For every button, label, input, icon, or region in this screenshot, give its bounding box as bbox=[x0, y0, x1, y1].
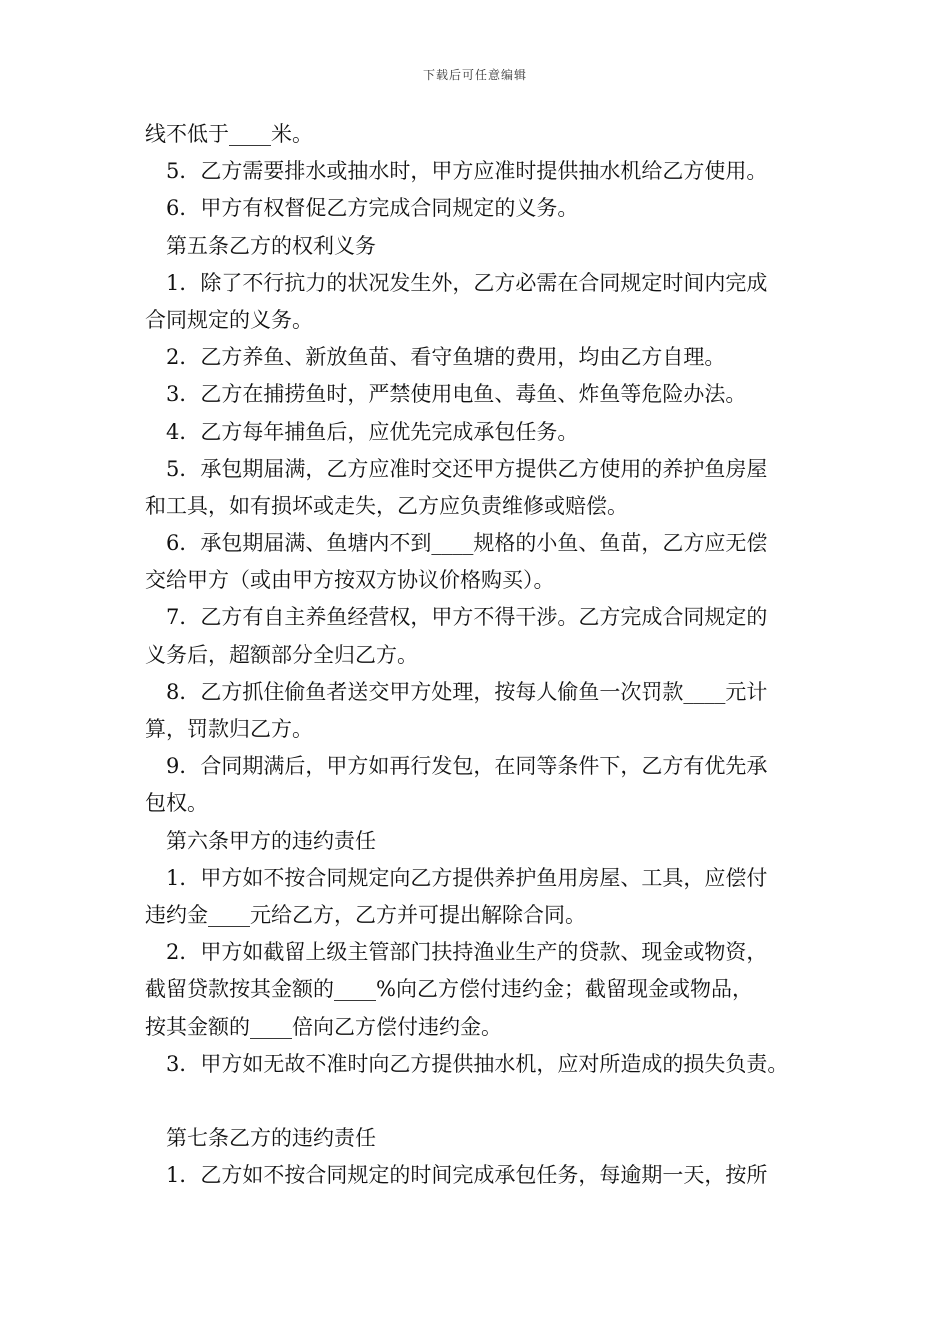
document-line: 6．承包期届满、鱼塘内不到____规格的小鱼、鱼苗，乙方应无偿 bbox=[166, 531, 768, 556]
document-line: 2．乙方养鱼、新放鱼苗、看守鱼塘的费用，均由乙方自理。 bbox=[166, 345, 726, 370]
page-header: 下载后可任意编辑 bbox=[422, 68, 527, 82]
document-line: 9．合同期满后，甲方如再行发包，在同等条件下，乙方有优先承 bbox=[166, 754, 768, 779]
document-line: 线不低于____米。 bbox=[145, 122, 313, 146]
document-line: 交给甲方（或由甲方按双方协议价格购买）。 bbox=[145, 568, 555, 593]
document-line: 8．乙方抓住偷鱼者送交甲方处理，按每人偷鱼一次罚款____元计 bbox=[166, 679, 768, 704]
document-line: 7．乙方有自主养鱼经营权，甲方不得干涉。乙方完成合同规定的 bbox=[166, 605, 768, 630]
document-line: 6．甲方有权督促乙方完成合同规定的义务。 bbox=[166, 196, 579, 221]
document-body bbox=[145, 116, 825, 1194]
document-line: 合同规定的义务。 bbox=[145, 307, 313, 332]
document-line: 违约金____元给乙方，乙方并可提出解除合同。 bbox=[145, 902, 586, 927]
document-line: 第六条甲方的违约责任 bbox=[166, 828, 376, 853]
document-line: 包权。 bbox=[145, 791, 208, 816]
document-line: 义务后，超额部分全归乙方。 bbox=[145, 642, 418, 667]
document-line: 3．乙方在捕捞鱼时，严禁使用电鱼、毒鱼、炸鱼等危险办法。 bbox=[166, 382, 747, 407]
document-line: 2．甲方如截留上级主管部门扶持渔业生产的贷款、现金或物资， bbox=[166, 940, 768, 965]
document-line: 3．甲方如无故不准时向乙方提供抽水机，应对所造成的损失负责。 bbox=[166, 1051, 789, 1076]
document-line: 5．乙方需要排水或抽水时，甲方应准时提供抽水机给乙方使用。 bbox=[166, 159, 768, 184]
document-line: 4．乙方每年捕鱼后，应优先完成承包任务。 bbox=[166, 419, 579, 444]
document-line: 截留贷款按其金额的____%向乙方偿付违约金；截留现金或物品， bbox=[145, 977, 753, 1002]
document-line: 第七条乙方的违约责任 bbox=[166, 1126, 376, 1151]
document-line: 第五条乙方的权利义务 bbox=[166, 233, 376, 258]
document-line: 1．乙方如不按合同规定的时间完成承包任务，每逾期一天，按所 bbox=[166, 1163, 768, 1188]
document-line: 5．承包期届满，乙方应准时交还甲方提供乙方使用的养护鱼房屋 bbox=[166, 456, 768, 481]
blank-line bbox=[145, 1083, 825, 1120]
document-line: 和工具，如有损坏或走失，乙方应负责维修或赔偿。 bbox=[145, 493, 628, 518]
document-line: 按其金额的____倍向乙方偿付违约金。 bbox=[145, 1014, 502, 1039]
document-line: 算，罚款归乙方。 bbox=[145, 717, 313, 741]
document-line: 1．除了不行抗力的状况发生外，乙方必需在合同规定时间内完成 bbox=[166, 270, 768, 295]
document-line: 1．甲方如不按合同规定向乙方提供养护鱼用房屋、工具，应偿付 bbox=[166, 865, 768, 890]
